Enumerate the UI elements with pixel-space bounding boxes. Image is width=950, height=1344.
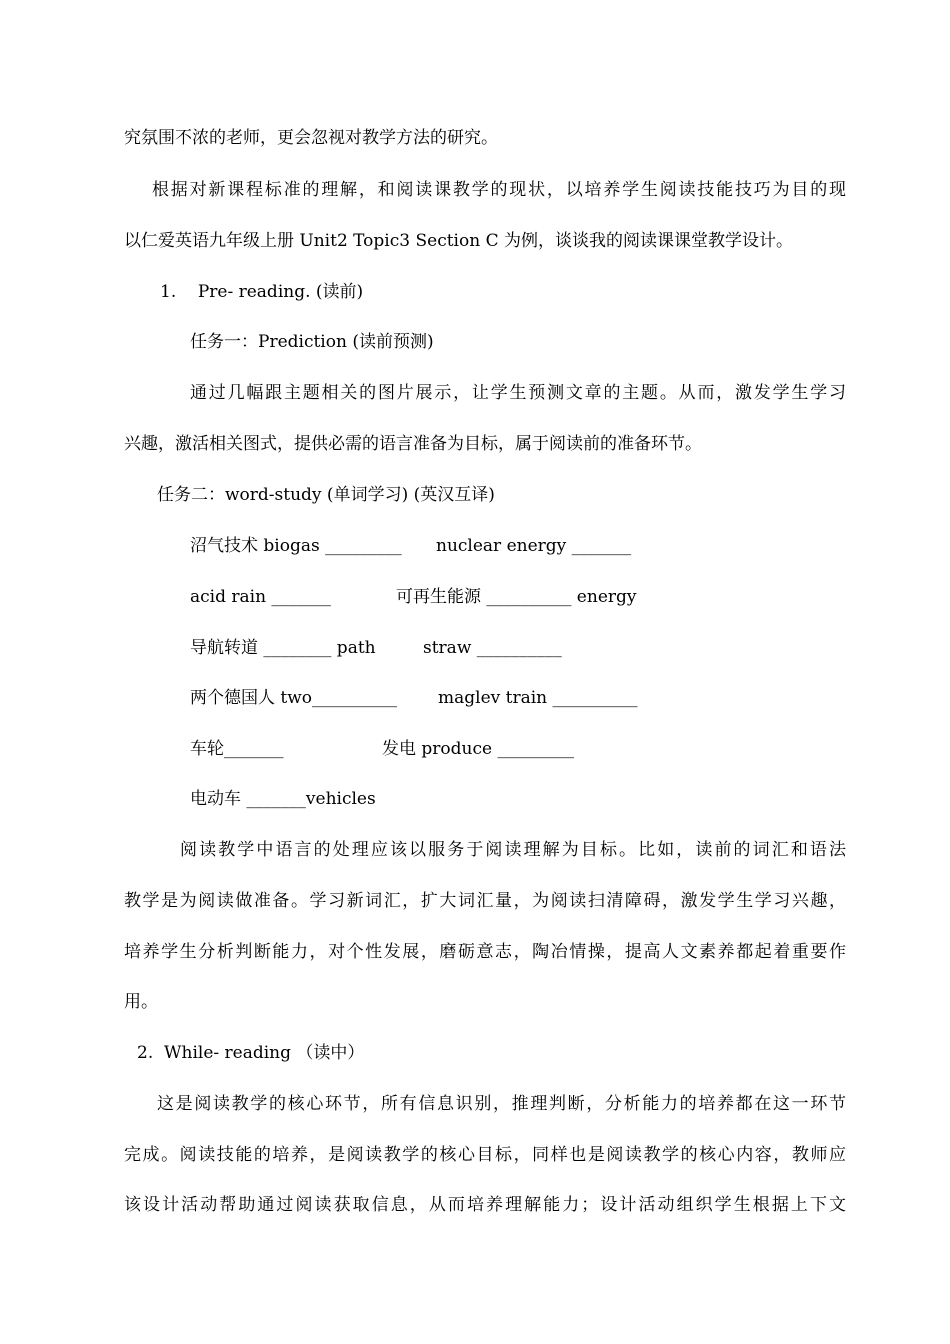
vocab-item: 车轮_______ (190, 739, 284, 759)
task-heading-word-study: 任务二：word-study (单词学习) (英汉互译) (157, 485, 495, 505)
section-heading-pre-reading: 1. Pre- reading. (读前) (160, 282, 364, 302)
vocab-item: nuclear energy _______ (436, 536, 632, 556)
paragraph-line: 教学是为阅读做准备。学习新词汇，扩大词汇量，为阅读扫清障碍，激发学生学习兴趣， (124, 891, 846, 911)
vocab-item: 可再生能源 __________ energy (396, 587, 637, 607)
paragraph-line: 这是阅读教学的核心环节，所有信息识别，推理判断，分析能力的培养都在这一环节 (157, 1094, 846, 1114)
paragraph-line: 阅读教学中语言的处理应该以服务于阅读理解为目标。比如，读前的词汇和语法 (180, 840, 846, 860)
vocab-item: maglev train __________ (438, 688, 638, 708)
paragraph-line: 以仁爱英语九年级上册 Unit2 Topic3 Section C 为例，谈谈我的阅读课课堂教学设计。 (124, 231, 793, 251)
paragraph-line: 完成。阅读技能的培养，是阅读教学的核心目标，同样也是阅读教学的核心内容，教师应 (124, 1145, 846, 1165)
paragraph-line: 通过几幅跟主题相关的图片展示，让学生预测文章的主题。从而，激发学生学习 (190, 383, 846, 403)
paragraph-line: 兴趣，激活相关图式，提供必需的语言准备为目标，属于阅读前的准备环节。 (124, 434, 702, 454)
paragraph-line: 培养学生分析判断能力，对个性发展，磨砺意志，陶冶情操，提高人文素养都起着重要作 (124, 942, 846, 962)
section-heading-while-reading: 2. While- reading （读中） (137, 1043, 365, 1063)
paragraph-line: 用。 (124, 992, 158, 1012)
vocab-item: 电动车 _______vehicles (190, 789, 376, 809)
paragraph-line: 该设计活动帮助通过阅读获取信息，从而培养理解能力；设计活动组织学生根据上下文 (124, 1195, 846, 1215)
vocab-item: 两个德国人 two__________ (190, 688, 398, 708)
task-heading-prediction: 任务一：Prediction (读前预测) (190, 332, 434, 352)
vocab-item: 沼气技术 biogas _________ (190, 536, 402, 556)
vocab-item: acid rain _______ (190, 587, 331, 607)
paragraph-line: 根据对新课程标准的理解，和阅读课教学的现状，以培养学生阅读技能技巧为目的现 (152, 180, 846, 200)
vocab-item: 发电 produce _________ (382, 739, 574, 759)
paragraph-line: 究氛围不浓的老师，更会忽视对教学方法的研究。 (124, 128, 498, 148)
vocab-item: 导航转道 ________ path (190, 638, 376, 658)
vocab-item: straw __________ (423, 638, 562, 658)
